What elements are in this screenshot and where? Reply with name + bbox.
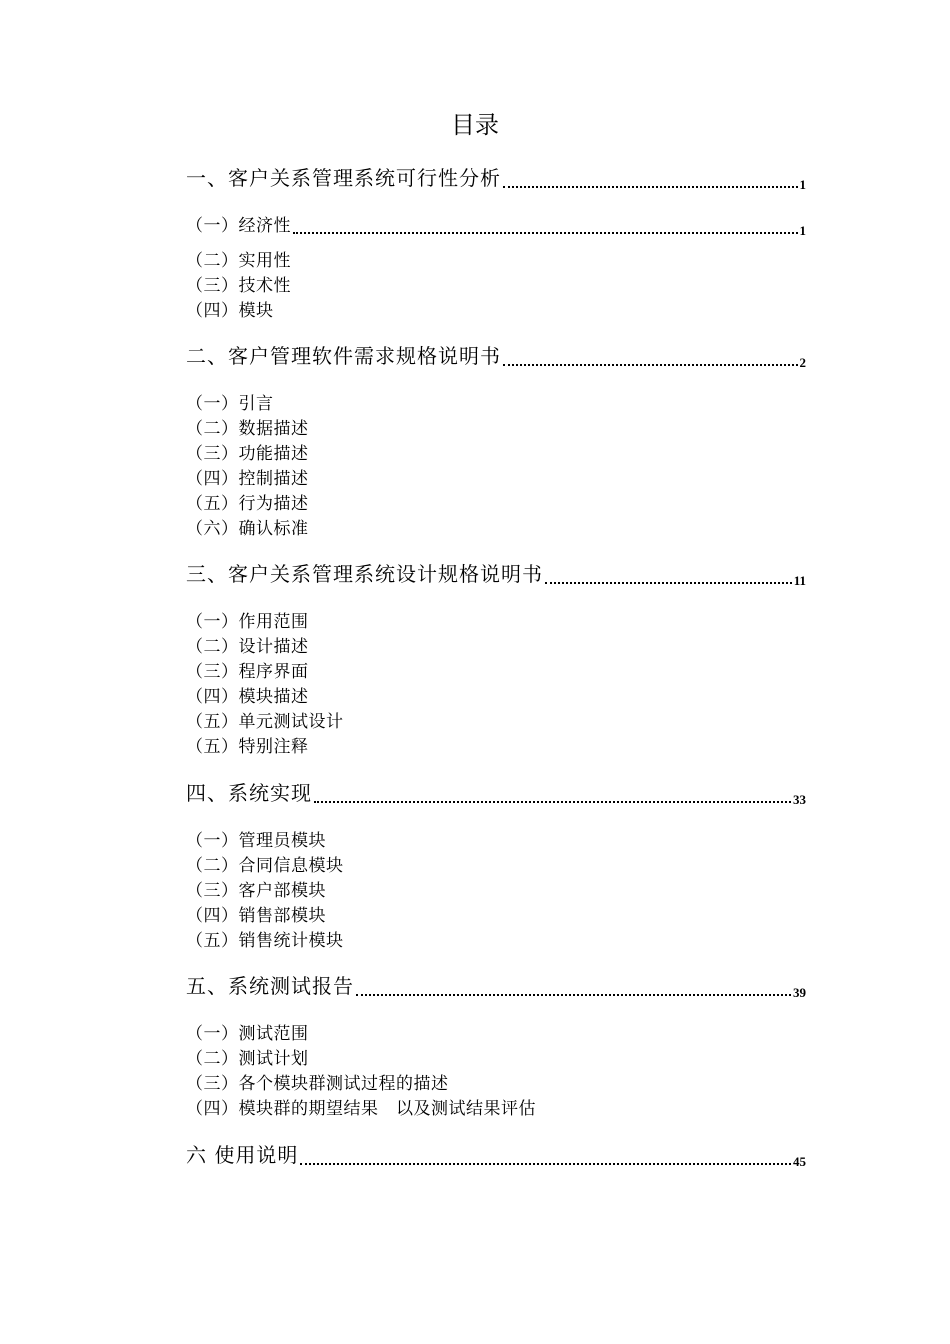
toc-heading-3[interactable] bbox=[186, 560, 806, 588]
page-number: 33 bbox=[793, 792, 806, 807]
toc-item[interactable]: （三）客户部模块 bbox=[186, 881, 326, 901]
toc-item[interactable]: （三）功能描述 bbox=[186, 444, 309, 464]
toc-item[interactable]: （五）单元测试设计 bbox=[186, 712, 344, 732]
toc-heading-1[interactable] bbox=[186, 164, 806, 192]
page-number: 39 bbox=[793, 985, 806, 1000]
toc-item[interactable]: （二）合同信息模块 bbox=[186, 856, 344, 876]
toc-heading-2[interactable] bbox=[186, 342, 806, 370]
toc-heading-text: 一、客户关系管理系统可行性分析 bbox=[186, 166, 501, 190]
toc-heading-text: 六 使用说明 bbox=[186, 1143, 299, 1167]
toc-item[interactable]: （一）测试范围 bbox=[186, 1024, 309, 1044]
page-title: 目录 bbox=[451, 111, 499, 139]
toc-heading-text: 四、系统实现 bbox=[186, 781, 312, 805]
toc-item[interactable]: （一）管理员模块 bbox=[186, 831, 326, 851]
toc-heading-text: 三、客户关系管理系统设计规格说明书 bbox=[186, 562, 543, 586]
dot-leader bbox=[503, 185, 798, 188]
toc-item[interactable]: （五）行为描述 bbox=[186, 494, 309, 514]
page-number: 11 bbox=[793, 573, 806, 588]
toc-heading-text: 二、客户管理软件需求规格说明书 bbox=[186, 344, 501, 368]
toc-item[interactable]: （三）各个模块群测试过程的描述 bbox=[186, 1074, 449, 1094]
toc-item[interactable]: （二）设计描述 bbox=[186, 637, 309, 657]
toc-item[interactable]: （一）作用范围 bbox=[186, 612, 309, 632]
page-number: 1 bbox=[799, 177, 806, 192]
dot-leader bbox=[293, 231, 798, 234]
toc-item[interactable]: （五）特别注释 bbox=[186, 737, 309, 757]
toc-item[interactable]: （四）销售部模块 bbox=[186, 906, 326, 926]
toc-item[interactable]: （四）模块描述 bbox=[186, 687, 309, 707]
page-number: 45 bbox=[793, 1154, 806, 1169]
toc-heading-5[interactable] bbox=[186, 972, 806, 1000]
toc-item[interactable]: （四）控制描述 bbox=[186, 469, 309, 489]
toc-item[interactable]: （二）数据描述 bbox=[186, 419, 309, 439]
toc-subheading-1-1[interactable] bbox=[186, 214, 806, 238]
toc-item[interactable]: （一）引言 bbox=[186, 394, 274, 414]
toc-item[interactable]: （三）程序界面 bbox=[186, 662, 309, 682]
toc-item[interactable]: （六）确认标准 bbox=[186, 519, 309, 539]
dot-leader bbox=[545, 581, 792, 584]
toc-item[interactable]: （五）销售统计模块 bbox=[186, 931, 344, 951]
toc-item[interactable]: （二）测试计划 bbox=[186, 1049, 309, 1069]
page-number: 1 bbox=[799, 223, 806, 238]
page-number: 2 bbox=[799, 355, 806, 370]
toc-item[interactable]: （二）实用性 bbox=[186, 251, 291, 271]
toc-heading-text: 五、系统测试报告 bbox=[186, 974, 354, 998]
toc-subheading-text: （一）经济性 bbox=[186, 216, 291, 236]
toc-item[interactable]: （四）模块 bbox=[186, 301, 274, 321]
toc-heading-4[interactable] bbox=[186, 779, 806, 807]
toc-item[interactable]: （四）模块群的期望结果 以及测试结果评估 bbox=[186, 1099, 536, 1119]
dot-leader bbox=[314, 800, 791, 803]
dot-leader bbox=[503, 363, 798, 366]
toc-item[interactable]: （三）技术性 bbox=[186, 276, 291, 296]
toc-heading-6[interactable] bbox=[186, 1141, 806, 1169]
dot-leader bbox=[356, 993, 791, 996]
dot-leader bbox=[300, 1162, 791, 1165]
